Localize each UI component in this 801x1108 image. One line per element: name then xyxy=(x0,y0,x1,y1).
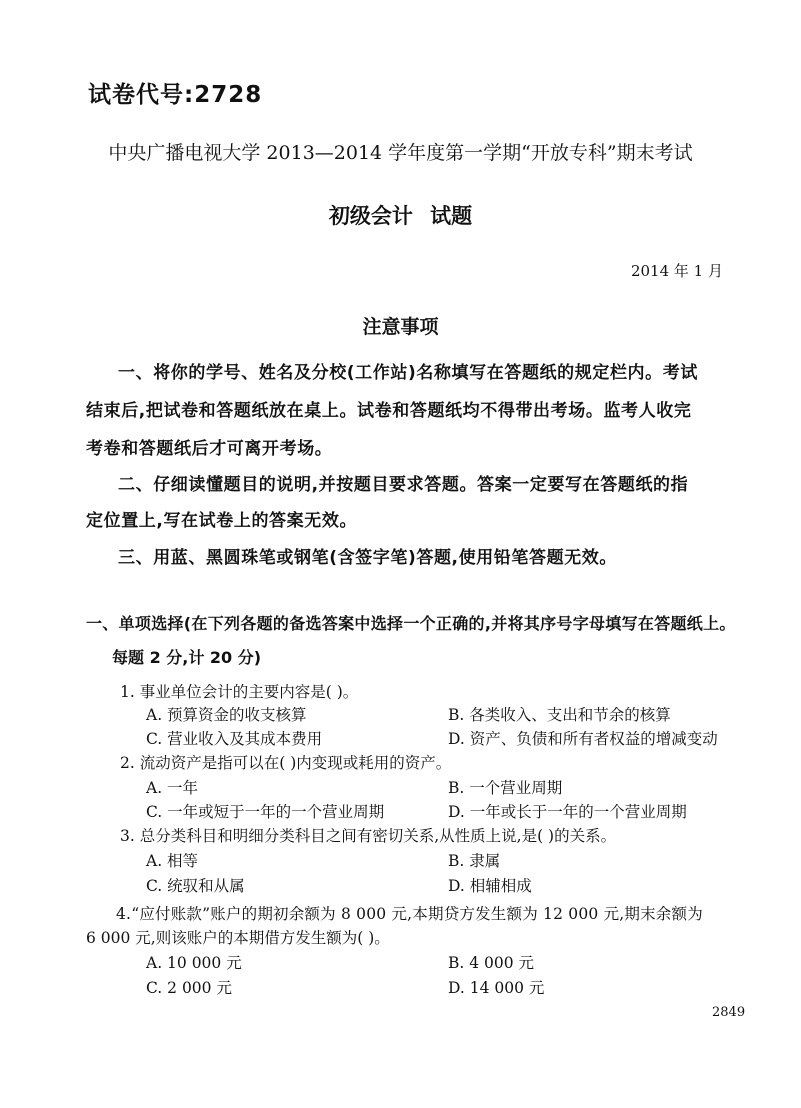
option-b: B. 隶属 xyxy=(448,852,501,870)
section-heading: 一、单项选择(在下列各题的备选答案中选择一个正确的,并将其序号字母填写在答题纸上。 xyxy=(86,614,736,633)
option-c: C. 统驭和从属 xyxy=(146,877,245,895)
option-d: D. 相辅相成 xyxy=(448,877,532,895)
option-b: B. 4 000 元 xyxy=(448,954,535,972)
option-c: C. 一年或短于一年的一个营业周期 xyxy=(146,803,385,821)
question-stem-cont: 6 000 元,则该账户的本期借方发生额为( )。 xyxy=(86,929,390,947)
option-a: A. 相等 xyxy=(146,852,199,870)
option-d: D. 14 000 元 xyxy=(448,979,545,997)
option-d: D. 资产、负债和所有者权益的增减变动 xyxy=(448,730,718,748)
question-stem: 2. 流动资产是指可以在( )内变现或耗用的资产。 xyxy=(120,754,452,772)
option-c: C. 营业收入及其成本费用 xyxy=(146,730,323,748)
page-number: 2849 xyxy=(712,1005,746,1020)
option-b: B. 各类收入、支出和节余的核算 xyxy=(448,706,671,724)
notice-line: 三、用蓝、黑圆珠笔或钢笔(含签字笔)答题,使用铅笔答题无效。 xyxy=(118,548,617,568)
notice-line: 二、仔细读懂题目的说明,并按题目要求答题。答案一定要写在答题纸的指 xyxy=(118,475,689,495)
question-stem: 1. 事业单位会计的主要内容是( )。 xyxy=(120,683,359,701)
option-a: A. 一年 xyxy=(146,779,199,797)
paper-code: 试卷代号:2728 xyxy=(88,82,263,108)
notice-line: 考卷和答题纸后才可离开考场。 xyxy=(86,439,333,459)
section-subheading: 每题 2 分,计 20 分) xyxy=(112,648,262,667)
option-b: B. 一个营业周期 xyxy=(448,779,563,797)
option-c: C. 2 000 元 xyxy=(146,979,232,997)
option-a: A. 预算资金的收支核算 xyxy=(146,706,307,724)
notice-line: 定位置上,写在试卷上的答案无效。 xyxy=(86,511,358,531)
notice-line: 一、将你的学号、姓名及分校(工作站)名称填写在答题纸的规定栏内。考试 xyxy=(118,363,698,383)
exam-title: 中央广播电视大学 2013—2014 学年度第一学期“开放专科”期末考试 xyxy=(108,142,693,164)
question-stem: 4.“应付账款”账户的期初余额为 8 000 元,本期贷方发生额为 12 000 元,期末余额为 xyxy=(116,905,703,923)
exam-date: 2014 年 1 月 xyxy=(630,262,723,280)
notice-heading: 注意事项 xyxy=(362,316,439,338)
notice-line: 结束后,把试卷和答题纸放在桌上。试卷和答题纸均不得带出考场。监考人收完 xyxy=(86,401,692,421)
option-a: A. 10 000 元 xyxy=(146,954,242,972)
option-d: D. 一年或长于一年的一个营业周期 xyxy=(448,803,687,821)
subject-title: 初级会计 试题 xyxy=(328,204,473,228)
question-stem: 3. 总分类科目和明细分类科目之间有密切关系,从性质上说,是( )的关系。 xyxy=(120,827,617,845)
